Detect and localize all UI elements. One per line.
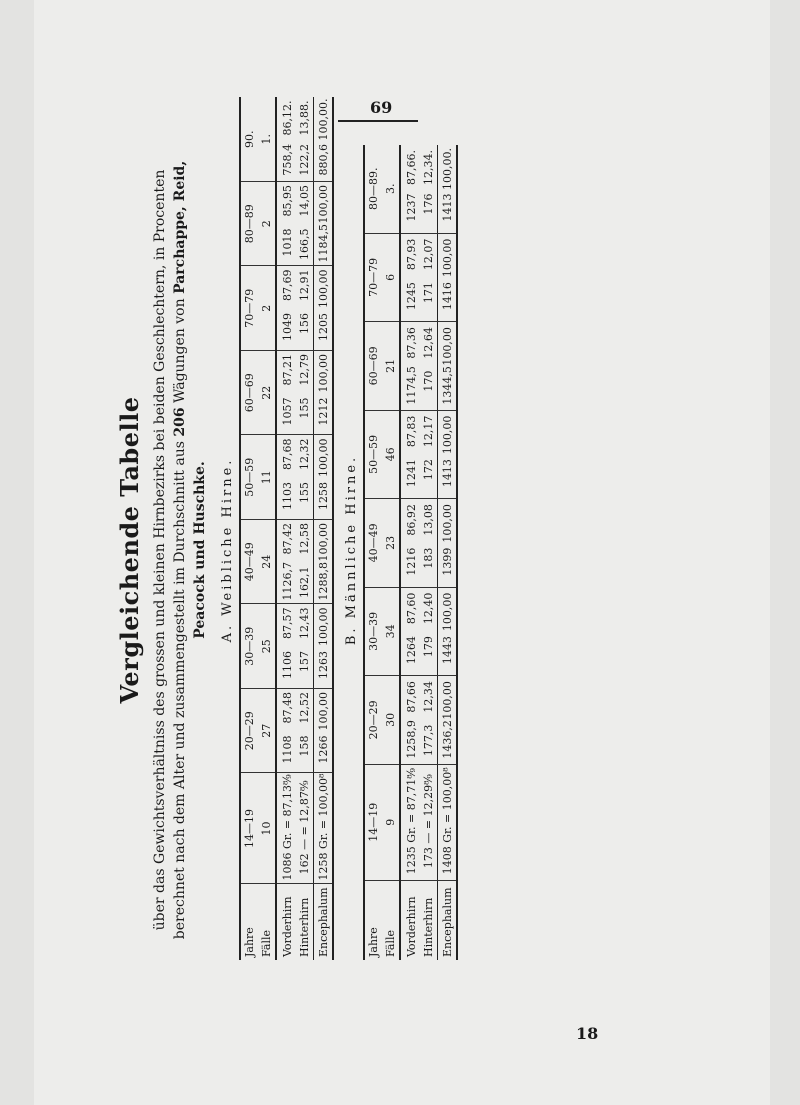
table-cell bbox=[296, 350, 314, 435]
case-count: 46 bbox=[382, 410, 400, 499]
percent-value: 12,79 bbox=[298, 353, 311, 386]
table-cell bbox=[438, 587, 458, 676]
case-count: 22 bbox=[258, 350, 276, 435]
weight-value: 158 bbox=[298, 735, 311, 757]
weight-value: 1108 bbox=[281, 735, 294, 764]
age-group-header: 20—29 bbox=[364, 676, 382, 765]
percent-value: 87,42 bbox=[281, 522, 294, 555]
weight-value: 1086 Gr. = bbox=[281, 819, 294, 881]
age-group-header: 60—69 bbox=[240, 350, 258, 435]
percent-value: 12,32 bbox=[298, 438, 311, 470]
weight-value: 1245 bbox=[405, 282, 418, 311]
table-cell bbox=[314, 604, 334, 689]
header-faelle: Fälle bbox=[382, 880, 400, 960]
table-cell bbox=[296, 604, 314, 689]
percent-value: 100,00⁸ bbox=[441, 767, 454, 811]
table-cell bbox=[400, 233, 420, 322]
table-cell bbox=[420, 145, 438, 233]
table-cell bbox=[400, 764, 420, 880]
percent-value: 12,07 bbox=[422, 238, 435, 271]
age-group-header: 60—69 bbox=[364, 322, 382, 411]
case-count: 2 bbox=[258, 266, 276, 351]
percent-value: 87,66. bbox=[405, 150, 418, 186]
row-label: Vorderhirn bbox=[405, 896, 418, 957]
table-cell bbox=[420, 233, 438, 322]
weight-value: 880,6 bbox=[317, 143, 330, 176]
header-row-cases bbox=[258, 97, 276, 960]
weight-value: 1241 bbox=[405, 459, 418, 488]
header-row-ages bbox=[364, 145, 382, 960]
percent-value: 100,00 bbox=[441, 681, 454, 720]
percent-value: 87,60 bbox=[405, 592, 418, 625]
weight-value: 162,1 bbox=[298, 566, 311, 598]
weight-value: 1413 bbox=[441, 193, 454, 222]
subtitle-text-2: Wägungen von bbox=[172, 293, 188, 408]
percent-value: 12,29⁸⁄₉ bbox=[422, 774, 435, 817]
weight-value: 1258 bbox=[317, 481, 330, 510]
age-group-header: 80—89. bbox=[364, 145, 382, 233]
weight-value: 758,4 bbox=[281, 143, 294, 176]
weight-value: 155 bbox=[298, 481, 311, 503]
percent-value: 87,66 bbox=[405, 681, 418, 713]
table-cell bbox=[276, 350, 296, 435]
table-cell bbox=[420, 499, 438, 588]
case-count: 30 bbox=[382, 676, 400, 765]
percent-value: 85,95 bbox=[281, 184, 294, 217]
percent-value: 87,21 bbox=[281, 353, 294, 386]
percent-value: 87,69 bbox=[281, 269, 294, 301]
table-cell bbox=[314, 350, 334, 435]
percent-value: 100,00 bbox=[317, 269, 330, 308]
weight-value: 1263 bbox=[317, 650, 330, 679]
row-label: Encephalum bbox=[314, 884, 334, 960]
weight-value: 122,2 bbox=[298, 143, 311, 176]
weight-value: 171 bbox=[422, 282, 435, 304]
table-cell bbox=[420, 764, 438, 880]
percent-value: 100,00⁸ bbox=[317, 773, 330, 817]
subtitle-count: 206 bbox=[172, 407, 188, 437]
percent-value: 100,00. bbox=[441, 148, 454, 191]
percent-value: 12,34. bbox=[422, 150, 435, 186]
age-group-header: 20—29 bbox=[240, 688, 258, 773]
age-group-header: 40—49 bbox=[364, 499, 382, 588]
percent-value: 12,87⁸⁄₉ bbox=[298, 780, 311, 823]
case-count: 11 bbox=[258, 435, 276, 520]
percent-value: 12,91 bbox=[298, 269, 311, 301]
table-cell bbox=[296, 181, 314, 266]
percent-value: 13,08 bbox=[422, 504, 435, 536]
data-table bbox=[363, 145, 458, 960]
table-cell bbox=[276, 773, 296, 884]
percent-value: 100,00 bbox=[441, 592, 454, 632]
weight-value: 1288,8 bbox=[317, 561, 330, 601]
weight-value: 1049 bbox=[281, 312, 294, 341]
table-cell bbox=[314, 435, 334, 520]
percent-value: 12,17 bbox=[422, 415, 435, 448]
header-row-cases bbox=[382, 145, 400, 960]
table-head bbox=[364, 145, 400, 960]
age-group-header: 50—59 bbox=[364, 410, 382, 499]
case-count: 27 bbox=[258, 688, 276, 773]
weight-value: 179 bbox=[422, 636, 435, 658]
percent-value: 87,71⁸⁄₉ bbox=[405, 768, 418, 811]
percent-value: 100,00 bbox=[317, 691, 330, 731]
age-group-header: 80—89 bbox=[240, 181, 258, 266]
table-sections bbox=[220, 98, 458, 960]
table-cell bbox=[276, 519, 296, 604]
table-cell bbox=[276, 181, 296, 266]
table-cell bbox=[420, 587, 438, 676]
percent-value: 12,34 bbox=[422, 681, 435, 713]
table-subtitle bbox=[150, 160, 210, 940]
case-count: 6 bbox=[382, 233, 400, 322]
row-label: Hinterhirn bbox=[298, 897, 311, 957]
table-cell bbox=[314, 519, 334, 604]
subtitle-text-1: über das Gewichtsverhältniss des grossen und kleinen Hirnbezirks bei beiden Geschlechtern, in Procenten berechnet nach dem Alter und zusammengestellt im Durchschnitt aus bbox=[152, 169, 188, 940]
weight-value: 1184,5 bbox=[317, 223, 330, 263]
table-body bbox=[400, 145, 457, 960]
weight-value: 157 bbox=[298, 650, 311, 672]
age-group-header: 90. bbox=[240, 97, 258, 181]
percent-value: 12,40 bbox=[422, 592, 435, 625]
percent-value: 87,57 bbox=[281, 607, 294, 639]
table-head bbox=[240, 97, 276, 960]
weight-value: 155 bbox=[298, 397, 311, 419]
percent-value: 87,48 bbox=[281, 691, 294, 724]
table-cell bbox=[400, 145, 420, 233]
age-group-header: 50—59 bbox=[240, 435, 258, 520]
weight-value: 1205 bbox=[317, 312, 330, 341]
weight-value: 1408 Gr. = bbox=[441, 813, 454, 875]
percent-value: 87,36 bbox=[405, 327, 418, 359]
percent-value: 87,68 bbox=[281, 438, 294, 470]
table-cell bbox=[420, 676, 438, 765]
header-row-ages bbox=[240, 97, 258, 960]
weight-value: 1103 bbox=[281, 481, 294, 510]
weight-value: 1258,9 bbox=[405, 720, 418, 759]
table-cell bbox=[400, 322, 420, 411]
table-row bbox=[296, 97, 314, 960]
weight-value: 1399 bbox=[441, 547, 454, 576]
percent-value: 100,00 bbox=[441, 504, 454, 543]
weight-value: 1106 bbox=[281, 650, 294, 679]
percent-value: 100,00. bbox=[317, 98, 330, 141]
weight-value: 170 bbox=[422, 370, 435, 392]
case-count: 1. bbox=[258, 97, 276, 181]
rotated-table-block bbox=[115, 98, 515, 960]
percent-value: 12,58 bbox=[298, 522, 311, 555]
row-label: Encephalum bbox=[438, 880, 458, 960]
table-cell bbox=[276, 688, 296, 773]
table-cell bbox=[438, 410, 458, 499]
percent-value: 86,92 bbox=[405, 504, 418, 536]
signature-mark: 18 bbox=[576, 1024, 599, 1043]
weight-value: 176 bbox=[422, 193, 435, 215]
percent-value: 100,00 bbox=[317, 607, 330, 646]
table-cell bbox=[420, 322, 438, 411]
header-rule bbox=[338, 120, 418, 122]
percent-value: 100,00 bbox=[317, 353, 330, 393]
percent-value: 100,00 bbox=[441, 415, 454, 455]
weight-value: 177,3 bbox=[422, 724, 435, 757]
table-cell bbox=[314, 266, 334, 351]
section-title: A. Weibliche Hirne. bbox=[220, 457, 235, 643]
percent-value: 100,00 bbox=[317, 438, 330, 477]
table-cell bbox=[296, 97, 314, 181]
data-table bbox=[239, 97, 334, 960]
table-cell bbox=[276, 435, 296, 520]
weight-value: 1436,2 bbox=[441, 720, 454, 759]
header-jahre: Jahre bbox=[364, 880, 382, 960]
age-group-header: 14—19 bbox=[364, 764, 382, 880]
weight-value: 183 bbox=[422, 547, 435, 569]
table-row bbox=[438, 145, 458, 960]
table-row bbox=[420, 145, 438, 960]
weight-value: 1413 bbox=[441, 459, 454, 488]
table-cell bbox=[314, 773, 334, 884]
percent-value: 87,13⁸⁄₉ bbox=[281, 774, 294, 817]
case-count: 25 bbox=[258, 604, 276, 689]
percent-value: 12,43 bbox=[298, 607, 311, 639]
table-cell bbox=[276, 97, 296, 181]
page-number: 69 bbox=[370, 98, 393, 117]
table-cell bbox=[438, 233, 458, 322]
table-row bbox=[314, 97, 334, 960]
header-jahre: Jahre bbox=[240, 884, 258, 960]
case-count: 10 bbox=[258, 773, 276, 884]
case-count: 24 bbox=[258, 519, 276, 604]
case-count: 2 bbox=[258, 181, 276, 266]
table-cell bbox=[276, 604, 296, 689]
weight-value: 172 bbox=[422, 459, 435, 481]
case-count: 3. bbox=[382, 145, 400, 233]
case-count: 9 bbox=[382, 764, 400, 880]
table-cell bbox=[400, 499, 420, 588]
percent-value: 100,00 bbox=[317, 184, 330, 224]
weight-value: 1216 bbox=[405, 547, 418, 576]
age-group-header: 70—79 bbox=[364, 233, 382, 322]
table-cell bbox=[438, 322, 458, 411]
table-row bbox=[276, 97, 296, 960]
percent-value: 12,52 bbox=[298, 691, 311, 724]
section-title: B. Männliche Hirne. bbox=[344, 454, 359, 646]
weight-value: 1344,5 bbox=[441, 366, 454, 405]
weight-value: 173 — = bbox=[422, 819, 435, 869]
table-cell bbox=[296, 435, 314, 520]
weight-value: 162 — = bbox=[298, 826, 311, 875]
table-cell bbox=[314, 181, 334, 266]
subtitle-authors: Parchappe, Reid, Peacock und Huschke. bbox=[172, 160, 208, 639]
weight-value: 1174,5 bbox=[405, 366, 418, 405]
percent-value: 87,93 bbox=[405, 238, 418, 271]
weight-value: 1237 bbox=[405, 193, 418, 222]
case-count: 34 bbox=[382, 587, 400, 676]
age-group-header: 30—39 bbox=[364, 587, 382, 676]
percent-value: 100,00 bbox=[441, 238, 454, 278]
table-row bbox=[400, 145, 420, 960]
weight-value: 1235 Gr. = bbox=[405, 813, 418, 875]
table-cell bbox=[296, 773, 314, 884]
table-cell bbox=[400, 410, 420, 499]
row-label: Hinterhirn bbox=[422, 897, 435, 957]
percent-value: 100,00 bbox=[317, 522, 330, 562]
table-body bbox=[276, 97, 333, 960]
table-cell bbox=[400, 676, 420, 765]
table-cell bbox=[438, 499, 458, 588]
table-cell bbox=[420, 410, 438, 499]
weight-value: 1266 bbox=[317, 735, 330, 764]
weight-value: 1258 Gr. = bbox=[317, 819, 330, 881]
table-cell bbox=[400, 587, 420, 676]
table-cell bbox=[438, 676, 458, 765]
weight-value: 1416 bbox=[441, 282, 454, 311]
weight-value: 1212 bbox=[317, 397, 330, 426]
percent-value: 86,12. bbox=[281, 100, 294, 136]
weight-value: 1443 bbox=[441, 636, 454, 665]
table-cell bbox=[314, 97, 334, 181]
table-cell bbox=[276, 266, 296, 351]
header-faelle: Fälle bbox=[258, 884, 276, 960]
table-cell bbox=[296, 519, 314, 604]
percent-value: 12,64 bbox=[422, 327, 435, 359]
table-cell bbox=[438, 145, 458, 233]
table-title: Vergleichende Tabelle bbox=[115, 396, 144, 704]
weight-value: 1018 bbox=[281, 228, 294, 257]
age-group-header: 40—49 bbox=[240, 519, 258, 604]
table-cell bbox=[438, 764, 458, 880]
age-group-header: 14—19 bbox=[240, 773, 258, 884]
percent-value: 100,00 bbox=[441, 327, 454, 366]
weight-value: 1264 bbox=[405, 636, 418, 665]
case-count: 23 bbox=[382, 499, 400, 588]
percent-value: 87,83 bbox=[405, 415, 418, 448]
table-cell bbox=[296, 688, 314, 773]
percent-value: 14,05 bbox=[298, 184, 311, 217]
age-group-header: 70—79 bbox=[240, 266, 258, 351]
weight-value: 156 bbox=[298, 312, 311, 334]
percent-value: 13,88. bbox=[298, 100, 311, 136]
table-cell bbox=[314, 688, 334, 773]
weight-value: 1126,7 bbox=[281, 561, 294, 601]
table-cell bbox=[296, 266, 314, 351]
weight-value: 166,5 bbox=[298, 228, 311, 260]
row-label: Vorderhirn bbox=[281, 896, 294, 957]
case-count: 21 bbox=[382, 322, 400, 411]
weight-value: 1057 bbox=[281, 397, 294, 426]
age-group-header: 30—39 bbox=[240, 604, 258, 689]
